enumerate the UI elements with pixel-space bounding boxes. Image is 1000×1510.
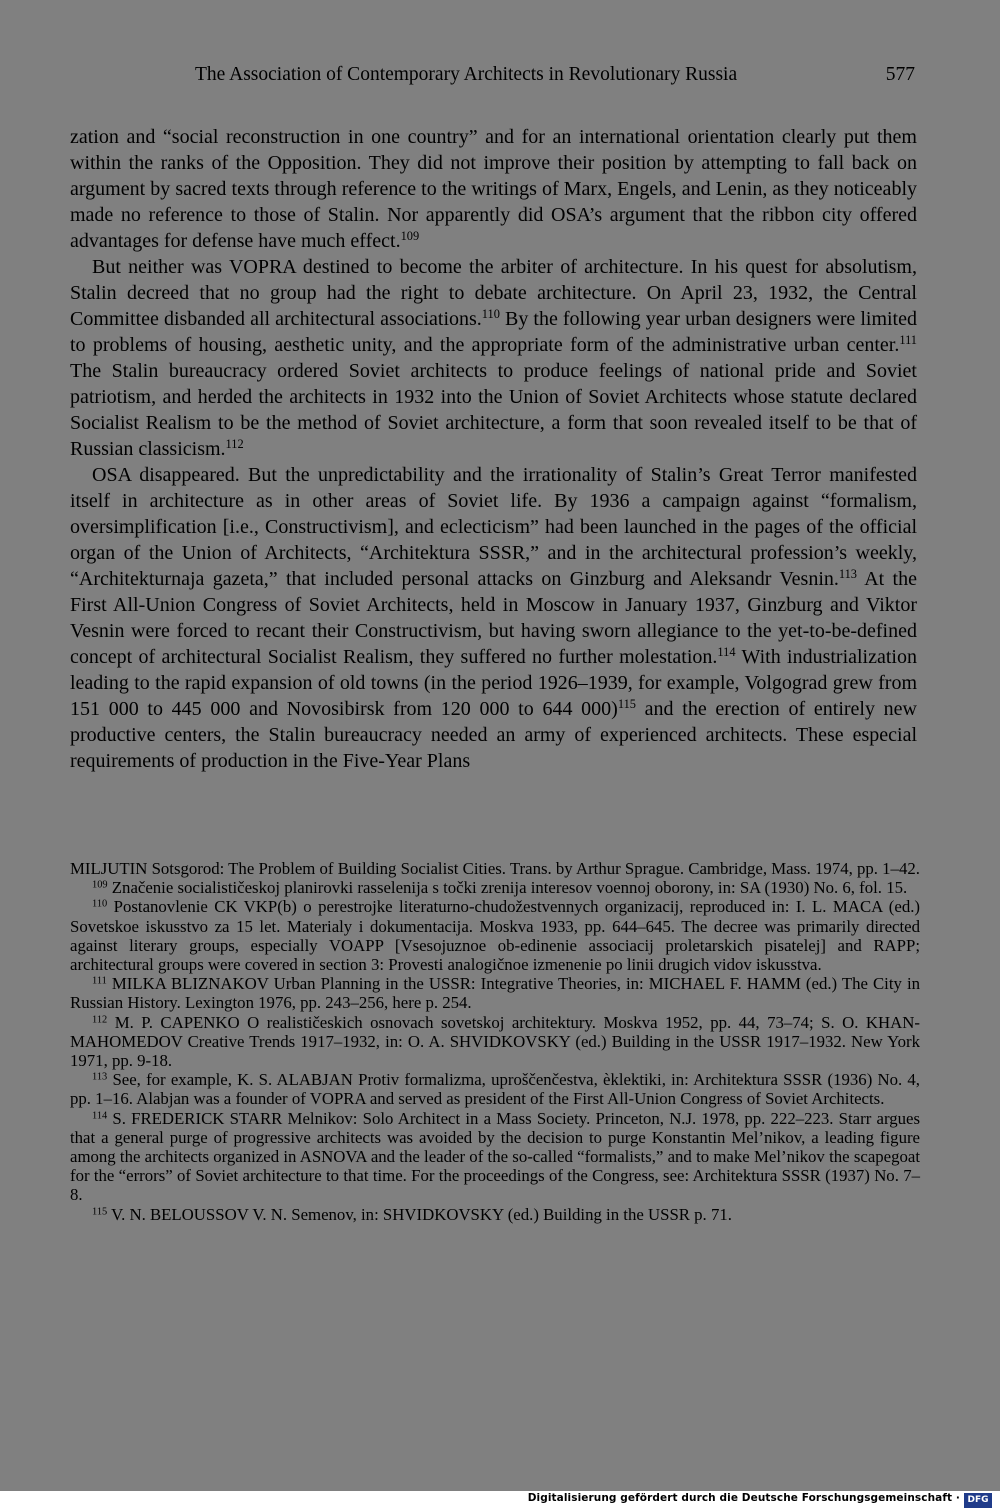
text-run: At the First All-Union Congress of Soviet Architects, held in Moscow in January 1937, Ginzburg and Viktor Vesnin were forced to recant their Constructivism, but having sworn allegiance to the yet-to-be-defined concept of architectural Socialist Realism, they suffered no further molestation. xyxy=(70,568,917,668)
footnote-ref-109[interactable]: 109 xyxy=(400,229,420,244)
footnote-text: See, for example, K. S. ALABJAN Protiv formalizma, uproščenčestva, èklektiki, in: Architektura SSSR (1936) No. 4, pp. 1–16. Alabjan was a founder of VOPRA and served as president of the First All-Union Congress of Soviet Architects. xyxy=(70,1070,920,1109)
footnote-109 xyxy=(70,878,920,897)
text-run: The Stalin bureaucracy ordered Soviet architects to produce feelings of national pride and Soviet patriotism, and herded the architects in 1932 into the Union of Soviet Architects whose statute declared Socialist Realism to be the method of Soviet architecture, a form that soon revealed itself to be that of Russian classicism. xyxy=(70,360,917,460)
footnote-ref-115[interactable]: 115 xyxy=(617,697,636,712)
digitization-footer xyxy=(0,1491,1000,1510)
footnote-text: MILKA BLIZNAKOV Urban Planning in the USSR: Integrative Theories, in: MICHAEL F. HAMM (ed.) The City in Russian History. Lexington 1976, pp. 243–256, here p. 254. xyxy=(70,974,920,1013)
footnote-text: V. N. BELOUSSOV V. N. Semenov, in: SHVIDKOVSKY (ed.) Building in the USSR p. 71. xyxy=(107,1204,732,1224)
footnote-114 xyxy=(70,1109,920,1205)
footnote-ref-114[interactable]: 114 xyxy=(717,645,736,660)
text-run: With industrialization leading to the rapid expansion of old towns (in the period 1926–1939, for example, Volgograd grew from 151 000 to 445 000 and Novosibirsk from 120 000 to 644 000) xyxy=(70,646,917,720)
funding-notice: Digitalisierung gefördert durch die Deutsche Forschungsgemeinschaft · xyxy=(527,1492,960,1504)
text-run: But neither was VOPRA destined to become the arbiter of architecture. In his quest for absolutism, Stalin decreed that no group had the right to debate architecture. On April 23, 1932, the Central Committee disbanded all architectural associations. xyxy=(70,256,917,330)
footnote-text: Značenie socialističeskoj planirovki rasselenija s točki zrenija interesov voennoj oborony, in: SA (1930) No. 6, fol. 15. xyxy=(107,878,908,898)
dfg-logo[interactable]: DFG xyxy=(964,1493,992,1508)
paragraph-2 xyxy=(70,254,917,462)
running-title: The Association of Contemporary Architects in Revolutionary Russia xyxy=(195,64,738,85)
paragraph-3 xyxy=(70,462,917,774)
text-run: By the following year urban designers were limited to problems of housing, aesthetic unity, and the appropriate form of the administrative urban center. xyxy=(70,308,917,356)
page-number: 577 xyxy=(885,64,915,85)
text-run: zation and “social reconstruction in one country” and for an international orientation clearly put them within the ranks of the Opposition. They did not improve their position by attempting to fall back on argument by sacred texts through reference to the writings of Marx, Engels, and Lenin, as they noticeably made no reference to those of Stalin. Nor apparently did OSA’s argument that the ribbon city offered advantages for defense have much effect. xyxy=(70,126,917,252)
footnote-112 xyxy=(70,1013,920,1071)
footnote-110 xyxy=(70,897,920,974)
footnote-number: 113 xyxy=(92,1071,108,1083)
footnote-113 xyxy=(70,1070,920,1108)
footnotes xyxy=(70,859,920,1224)
footnote-number: 112 xyxy=(92,1013,108,1025)
footnote-ref-110[interactable]: 110 xyxy=(481,307,500,322)
text-run: and the erection of entirely new productive centers, the Stalin bureaucracy needed an army of experienced architects. These especial requirements of production in the Five-Year Plans xyxy=(70,698,918,772)
footnote-ref-112[interactable]: 112 xyxy=(225,437,244,452)
main-text xyxy=(70,124,917,774)
footnote-ref-113[interactable]: 113 xyxy=(838,567,858,582)
footnote-text: S. FREDERICK STARR Melnikov: Solo Architect in a Mass Society. Princeton, N.J. 1978, pp. 222–223. Starr argues that a general purge of progressive architects was avoided by the decision to purge Konstantin Mel’nikov, a leading figure among the architects organized in ASNOVA and the leader of the so-called “formalists,” and to make Mel’nikov the scapegoat for the “errors” of Soviet architecture to that time. For the proceedings of the Congress, see: Architektura SSSR (1937) No. 7–8. xyxy=(70,1108,920,1205)
footnote-number: 111 xyxy=(92,975,107,987)
text-run: OSA disappeared. But the unpredictability and the irrationality of Stalin’s Great Terror manifested itself in architecture as in other areas of Soviet life. By 1936 a campaign against “formalism, oversimplification [i.e., Constructivism], and eclecticism” had been launched in the pages of the official organ of the Union of Architects, “Architektura SSSR,” and in the architectural profession’s weekly, “Architekturnaja gazeta,” that included personal attacks on Ginzburg and Aleksandr Vesnin. xyxy=(70,464,917,590)
footnote-text: Postanovlenie CK VKP(b) o perestrojke literaturno-chudožestvennych organizacij, reproduced in: I. L. MACA (ed.) Sovetskoe iskusstvo za 15 let. Materialy i dokumentacija. Moskva 1933, pp. 644–645. The decree was primarily directed against literary groups, especially VOAPP [Vsesojuznoe ob-edinenie associacij proletarskich pisatelej] and RAPP; architectural groups were covered in section 3: Provesti analogičnoe izmenenie po linii drugich vidov iskusstva. xyxy=(70,897,920,975)
footnote-number: 109 xyxy=(92,879,108,891)
footnote-115 xyxy=(70,1205,920,1224)
footnote-ref-111[interactable]: 111 xyxy=(899,333,917,348)
footnote-number: 115 xyxy=(92,1205,108,1217)
paragraph-1 xyxy=(70,124,917,254)
running-header xyxy=(195,60,920,90)
footnote-number: 110 xyxy=(92,898,108,910)
footnote-111 xyxy=(70,974,920,1012)
footnote-number: 114 xyxy=(92,1109,108,1121)
footnote-text: M. P. CAPENKO O realističeskich osnovach sovetskoj architektury. Moskva 1952, pp. 44, 73–74; S. O. KHAN-MAHOMEDOV Creative Trends 1917–1932, in: O. A. SHVIDKOVSKY (ed.) Building in the USSR 1917–1932. New York 1971, pp. 9-18. xyxy=(70,1012,920,1071)
footnote-continuation: MILJUTIN Sotsgorod: The Problem of Building Socialist Cities. Trans. by Arthur Sprague. Cambridge, Mass. 1974, pp. 1–42. xyxy=(70,859,920,878)
